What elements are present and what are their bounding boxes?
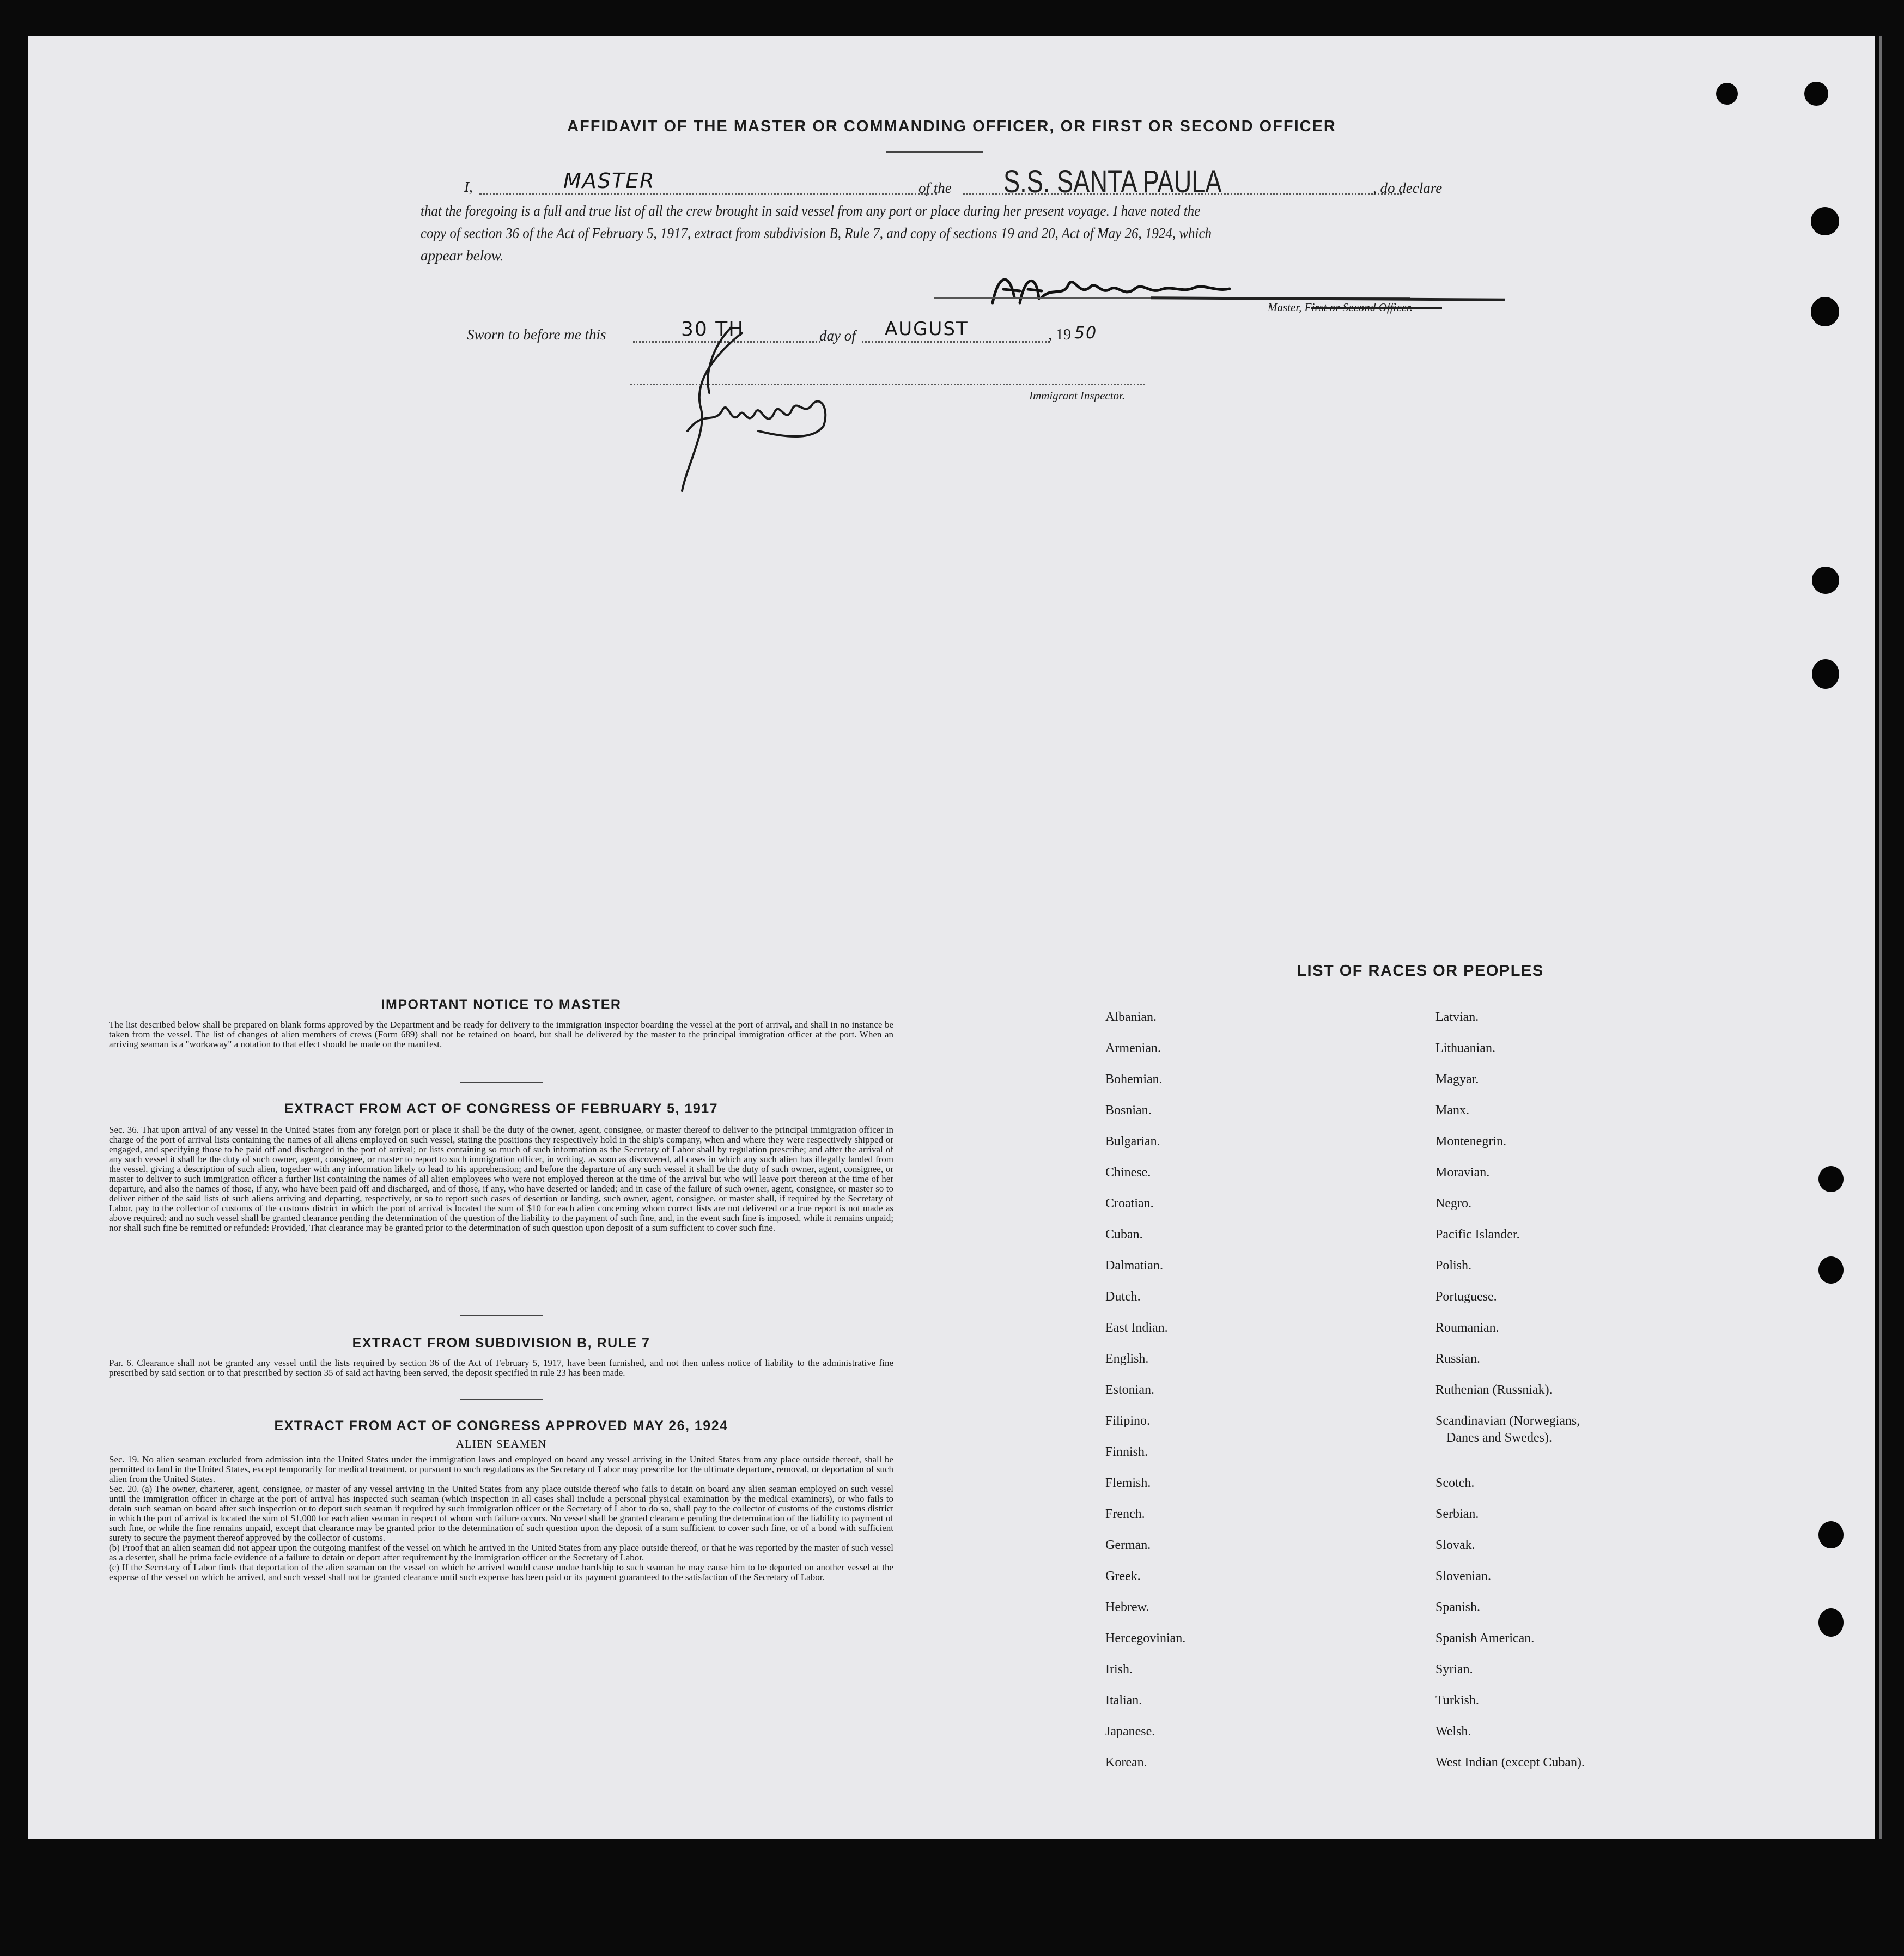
race-item: Moravian. [1435,1165,1490,1180]
race-item: French. [1105,1507,1145,1521]
act1917-text: Sec. 36. That upon arrival of any vessel in the United States from any foreign port or place it shall be the duty of the owner, agent, consignee, or master thereof to deliver to the principal immigration officer in charge of the port of arrival lists containing the names of all aliens employed on such vessel, stating the positions they respectively hold in the ship's company, when and where they were respectively shipped or engaged, and specifying those to be paid off and discharged in the port of arrival; or lists containing so much of such information as the Secretary of Labor shall by regulation prescribe; and after the arrival of any such vessel it shall be the duty of such owner, agent, consignee, or master to report to such immigration officer, in writing, as soon as discovered, all cases in which any such alien has illegally landed from the vessel, giving a description of such alien, together with any information likely to lead to his apprehension; and before the departure of any such vessel it shall be the duty of such owner, agent, consignee, or master to deliver to such immigration officer a further list containing the names of all alien employees who were not employed thereon at the time of the arrival but who will leave port thereon at the time of her departure, and also the names of those, if any, who have been paid off and discharged, and of those, if any, who have deserted or landed; and in case of the failure of such owner, agent, consignee, or master so to deliver either of the said lists of such aliens arriving and departing, respectively, or so to report such cases of desertion or landing, such owner, agent, consignee, or master shall, if required by the Secretary of Labor, pay to the collector of customs of the customs district in which the port of arrival is located the sum of $10 for each alien concerning whom correct lists are not delivered or a true report is not made as above required; and no such vessel shall be granted clearance pending the determination of the question of the liability to the payment of such fine, and, in the event such fine is imposed, while it remains unpaid; nor shall such fine be remitted or refunded: Provided, That clearance may be granted prior to the determination of such question upon deposit of a sum sufficient to cover such fine. [109,1125,893,1233]
punch-hole [1811,207,1839,235]
race-item: English. [1105,1352,1149,1366]
race-item: Ruthenian (Russniak). [1435,1383,1553,1397]
race-item: Pacific Islander. [1435,1228,1520,1242]
race-item: Scotch. [1435,1476,1475,1490]
rank-line [479,193,937,195]
of-the-label: of the [918,180,952,196]
race-item: Russian. [1435,1352,1481,1366]
race-item: Irish. [1105,1662,1133,1676]
punch-hole [1804,82,1828,106]
i-label: I, [464,179,473,195]
race-item: Armenian. [1105,1041,1161,1055]
notice-divider [460,1082,543,1083]
race-item: German. [1105,1538,1151,1552]
month-line [862,341,1050,343]
race-item: Bosnian. [1105,1103,1152,1117]
race-item: West Indian (except Cuban). [1435,1755,1585,1770]
race-item: Korean. [1105,1755,1147,1770]
race-item: Manx. [1435,1103,1469,1117]
inspector-line [630,384,1145,385]
races-list-right [1435,1010,1585,1787]
document-sheet [28,36,1875,1839]
race-item: Cuban. [1105,1228,1143,1242]
act1917-title: EXTRACT FROM ACT OF CONGRESS OF FEBRUARY 5, 1917 [284,1101,719,1116]
title-divider [886,151,983,153]
year-prefix: , 19 [1048,326,1071,343]
race-item: Lithuanian. [1435,1041,1495,1055]
declaration-line-3: copy of section 36 of the Act of February 5, 1917, extract from subdivision B, Rule 7, and copy of sections 19 and 20, Act of May 26, 1924, which [421,225,1212,241]
punch-hole [1818,1166,1844,1192]
race-item: Montenegrin. [1435,1134,1506,1149]
race-item: Portuguese. [1435,1290,1497,1304]
races-title: LIST OF RACES OR PEOPLES [1297,962,1544,980]
race-item: Welsh. [1435,1724,1471,1739]
race-item: Croatian. [1105,1196,1154,1211]
race-item: Hebrew. [1105,1600,1149,1614]
sheet-edge-shadow [1879,36,1882,1839]
race-item: Dutch. [1105,1290,1141,1304]
race-item: Flemish. [1105,1476,1151,1490]
punch-hole [1818,1256,1844,1284]
race-item: Bohemian. [1105,1072,1163,1086]
race-item: Syrian. [1435,1662,1473,1676]
inspector-signature [649,300,856,496]
punch-hole [1811,297,1839,326]
race-item: Hercegovinian. [1105,1631,1186,1645]
race-item: Chinese. [1105,1165,1151,1180]
race-item: Magyar. [1435,1072,1479,1086]
punch-hole [1818,1608,1844,1637]
race-item: Danes and Swedes). [1446,1431,1552,1445]
race-item: East Indian. [1105,1321,1168,1335]
notice-title: IMPORTANT NOTICE TO MASTER [381,997,622,1012]
race-item: Japanese. [1105,1724,1155,1739]
punch-hole [1818,1521,1844,1548]
declaration-line-2: that the foregoing is a full and true list of all the crew brought in said vessel from any port or place during her present voyage. I have noted the [421,203,1201,219]
race-item: Latvian. [1435,1010,1479,1024]
race-item: Albanian. [1105,1010,1157,1024]
punch-hole [1716,83,1738,105]
sworn-day-handwritten: 30 TH [681,318,745,341]
do-declare-label: , do declare [1373,180,1443,196]
officer-caption: Master, First or Second Officer. [1268,301,1413,314]
act1924-sec20c: (c) If the Secretary of Labor finds that deportation of the alien seaman on the vessel on which he arrived would cause undue hardship to such seaman he may cause him to be deported on another vessel at the expense of the vessel on which he arrived, and such vessel shall not be granted clearance until such expense has been paid or its payment guaranteed to the satisfaction of the Secretary of Labor. [109,1562,893,1582]
vessel-name: S.S. SANTA PAULA [1003,164,1222,199]
rule7-divider [460,1399,543,1400]
act1924-title: EXTRACT FROM ACT OF CONGRESS APPROVED MAY 26, 1924 [274,1418,728,1433]
day-of-label: day of [819,327,856,344]
act1917-divider [460,1315,543,1316]
race-item: Negro. [1435,1196,1471,1211]
race-item: Serbian. [1435,1507,1479,1521]
race-item: Italian. [1105,1693,1142,1708]
sworn-label: Sworn to before me this [467,326,606,343]
act1924-subtitle: ALIEN SEAMEN [455,1437,547,1450]
punch-hole [1812,567,1839,594]
races-list-left [1105,1010,1185,1787]
race-item: Spanish. [1435,1600,1481,1614]
notice-text: The list described below shall be prepared on blank forms approved by the Department and be ready for delivery to the immigration inspector boarding the vessel at the port of arrival, and shall in no instance be taken from the vessel. The list of changes of alien members of crews (Form 689) shall not be retained on board, but shall be delivered by the master to the principal immigration officer at the port. When an arriving seaman is a "workaway" a notation to that effect should be made on the manifest. [109,1019,893,1049]
punch-hole [1812,659,1839,689]
race-item: Scandinavian (Norwegians, [1435,1414,1580,1428]
act1924-body [109,1455,893,1582]
inspector-caption: Immigrant Inspector. [1029,389,1126,402]
rank-handwritten: MASTER [563,169,655,193]
race-item: Slovak. [1435,1538,1475,1552]
race-item: Finnish. [1105,1445,1148,1459]
race-item: Bulgarian. [1105,1134,1160,1149]
rule7-text: Par. 6. Clearance shall not be granted any vessel until the lists required by section 36 of the Act of February 5, 1917, have been furnished, and not then unless notice of liability to the administrative fine prescribed by said section or to that prescribed by section 35 of said act having been served, the deposit specified in rule 23 has been made. [109,1358,893,1378]
act1924-sec19: Sec. 19. No alien seaman excluded from admission into the United States under the immigration laws and employed on board any vessel arriving in the United States from any place outside thereof, shall be permitted to land in the United States, except temporarily for medical treatment, or pursuant to such regulations as the Secretary of Labor may prescribe for the ultimate departure, removal, or deportation of such alien from the United States. [109,1454,893,1484]
race-item: Filipino. [1105,1414,1151,1428]
act1924-sec20b: (b) Proof that an alien seaman did not appear upon the outgoing manifest of the vessel on which he arrived in the United States from any place outside thereof, or that he was reported by the master of such vessel as a deserter, shall be prima facie evidence of a failure to detain or deport after requirement by the immigration officer or the Secretary of Labor. [109,1542,893,1563]
race-item: Dalmatian. [1105,1259,1163,1273]
race-item: Spanish American. [1435,1631,1535,1645]
year-handwritten: 50 [1074,324,1098,343]
act1924-sec20a: Sec. 20. (a) The owner, charterer, agent, consignee, or master of any vessel arriving in the United States from any place outside thereof who fails to detain on board any alien seaman employed on such vessel until the immigration officer in charge at the port of arrival has inspected such seaman (which inspection in all cases shall include a personal physical examination by the medical examiners), or who fails to detain such seaman on board after such inspection or to deport such seaman if required by such immigration officer or the Secretary of Labor to do so, shall pay to the collector of customs of the customs district in which the port of arrival is located the sum of $1,000 for each alien seaman in respect of whom such failure occurs. No vessel shall be granted clearance pending the determination of the liability to payment of such fine, or while the fine remains unpaid, except that clearance may be granted prior to the determination of such question upon the deposit of a sum sufficient to cover such fine, or of a bond with sufficient surety to secure the payment thereof approved by the collector of customs. [109,1484,893,1543]
sworn-month-handwritten: AUGUST [885,318,969,340]
caption-strike [1311,307,1442,309]
declaration-line-4: appear below. [421,247,504,264]
rule7-title: EXTRACT FROM SUBDIVISION B, RULE 7 [352,1335,650,1351]
race-item: Roumanian. [1435,1321,1499,1335]
master-signature [987,265,1249,314]
race-item: Greek. [1105,1569,1141,1583]
affidavit-title: AFFIDAVIT OF THE MASTER OR COMMANDING OFFICER, OR FIRST OR SECOND OFFICER [567,118,1336,135]
race-item: Estonian. [1105,1383,1154,1397]
race-item: Turkish. [1435,1693,1479,1708]
race-item: Polish. [1435,1259,1472,1273]
race-item: Slovenian. [1435,1569,1491,1583]
